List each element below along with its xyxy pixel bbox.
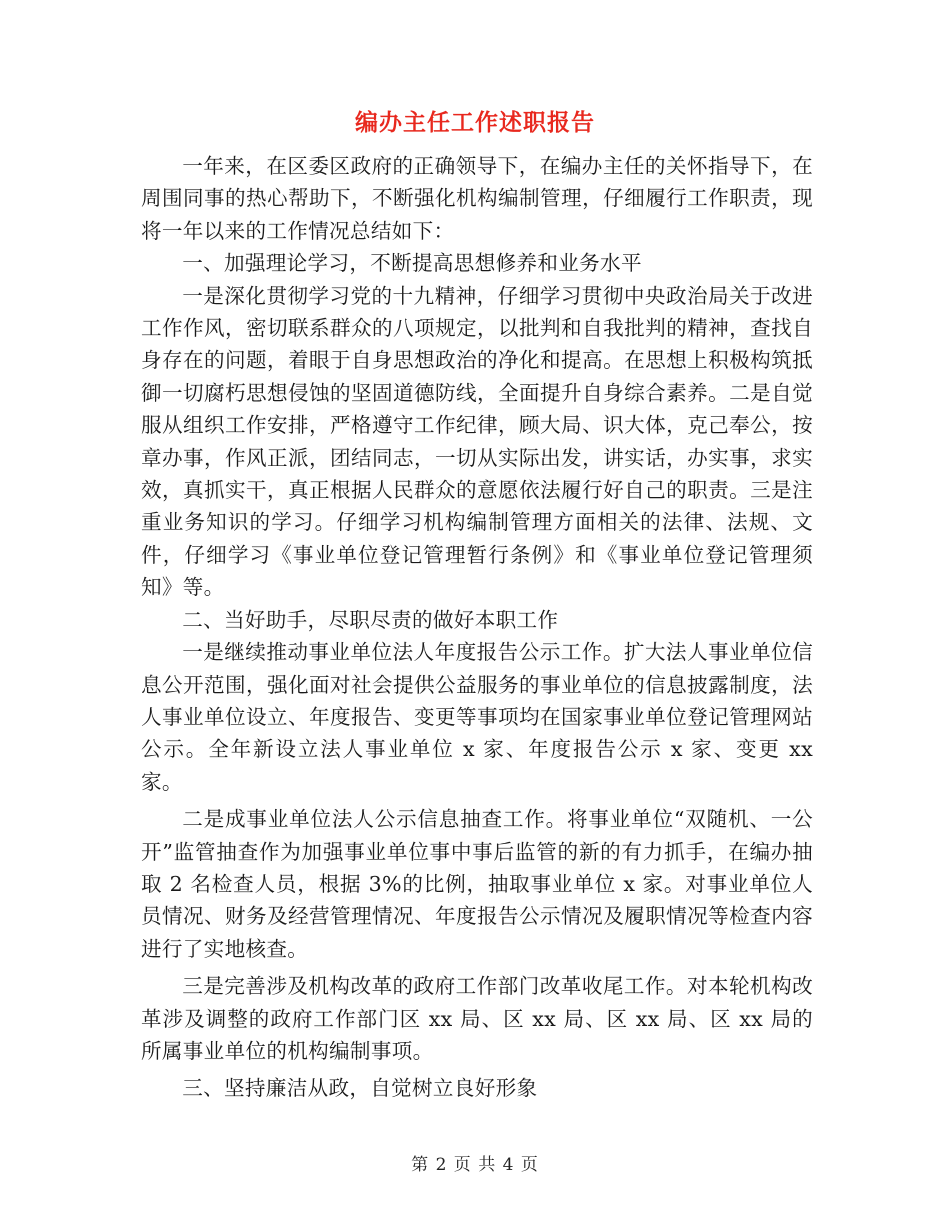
paragraph-section-2-item-1: 一是继续推动事业单位法人年度报告公示工作。扩大法人事业单位信息公开范围，强化面对社会提供公益服务的事业单位的信息披露制度，法人事业单位设立、年度报告、变更等事项均在国家事业单位登记管理网站公示。全年新设立法人事业单位 x 家、年度报告公示 x 家、变更 xx 家。 [141,640,813,794]
document-title: 编办主任工作述职报告 [355,109,595,136]
section-heading-2: 二、当好助手，尽职尽责的做好本职工作 [182,607,559,632]
paragraph-intro: 一年来，在区委区政府的正确领导下，在编办主任的关怀指导下，在周围同事的热心帮助下，不断强化机构编制管理，仔细履行工作职责，现将一年以来的工作情况总结如下： [141,154,813,243]
paragraph-section-2-item-2: 二是成事业单位法人公示信息抽查工作。将事业单位“双随机、一公开”监管抽查作为加强事业单位事中事后监管的新的有力抓手，在编办抽取 2 名检查人员，根据 3%的比例，抽取事业单位 x 家。对事业单位人员情况、财务及经营管理情况、年度报告公示情况及履职情况等检查内容进行了实地核查。 [141,807,813,961]
paragraph-section-1: 一是深化贯彻学习党的十九精神，仔细学习贯彻中央政治局关于改进工作作风，密切联系群众的八项规定，以批判和自我批判的精神，查找自身存在的问题，着眼于自身思想政治的净化和提高。在思想上积极构筑抵御一切腐朽思想侵蚀的坚固道德防线，全面提升自身综合素养。二是自觉服从组织工作安排，严格遵守工作纪律，顾大局、识大体，克己奉公，按章办事，作风正派，团结同志，一切从实际出发，讲实话，办实事，求实效，真抓实干，真正根据人民群众的意愿依法履行好自己的职责。三是注重业务知识的学习。仔细学习机构编制管理方面相关的法律、法规、文件，仔细学习《事业单位登记管理暂行条例》和《事业单位登记管理须知》等。 [141,283,813,600]
page-number-footer: 第 2 页 共 4 页 [411,1155,539,1175]
section-heading-3: 三、坚持廉洁从政，自觉树立良好形象 [182,1076,538,1101]
paragraph-section-2-item-3: 三是完善涉及机构改革的政府工作部门改革收尾工作。对本轮机构改革涉及调整的政府工作部门区 xx 局、区 xx 局、区 xx 局、区 xx 局的所属事业单位的机构编制事项。 [141,974,813,1063]
document-body [141,150,813,1105]
section-heading-1: 一、加强理论学习，不断提高思想修养和业务水平 [182,251,642,276]
